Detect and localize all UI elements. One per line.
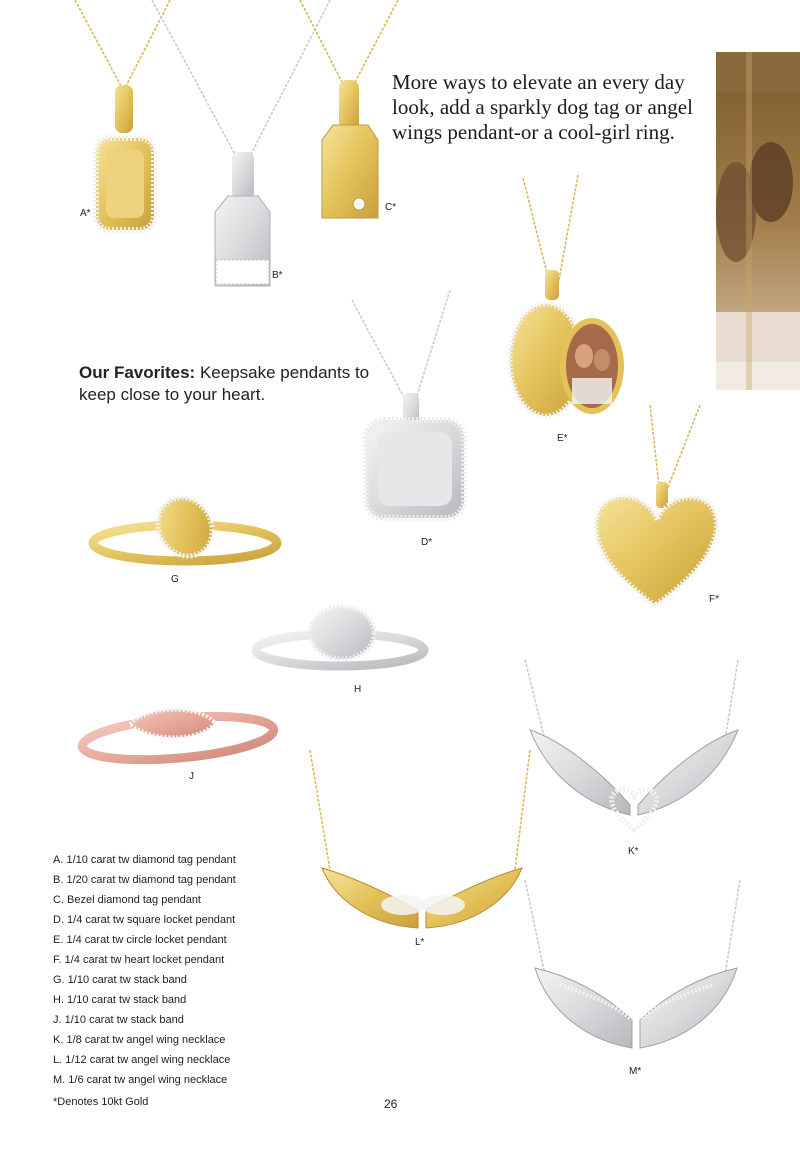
legend-item: F. 1/4 carat tw heart locket pendant xyxy=(53,954,225,966)
legend-item: A. 1/10 carat tw diamond tag pendant xyxy=(53,854,236,866)
gold-footnote: *Denotes 10kt Gold xyxy=(53,1096,149,1108)
pendant-f xyxy=(596,405,716,605)
label-m: M* xyxy=(629,1066,642,1077)
pendant-b xyxy=(152,0,330,286)
ring-h xyxy=(256,607,424,666)
label-f: F* xyxy=(709,594,719,605)
legend-item: M. 1/6 carat tw angel wing necklace xyxy=(53,1074,228,1086)
legend-item: H. 1/10 carat tw stack band xyxy=(53,994,187,1006)
legend-item: K. 1/8 carat tw angel wing necklace xyxy=(53,1034,226,1046)
legend-item: G. 1/10 carat tw stack band xyxy=(53,974,187,986)
favorites-text: Keepsake pendants to keep close to your heart. xyxy=(79,363,370,404)
legend-item: C. Bezel diamond tag pendant xyxy=(53,894,201,906)
ring-j xyxy=(81,710,276,767)
favorites-heading: Our Favorites: xyxy=(79,363,196,382)
intro-paragraph: More ways to elevate an every day look, add a sparkly dog tag or angel wings pendant-or a cool-girl ring. xyxy=(392,70,693,144)
label-h: H xyxy=(354,684,362,695)
pendant-c xyxy=(300,0,398,218)
label-c: C* xyxy=(385,202,397,213)
necklace-k xyxy=(525,660,738,830)
necklace-m xyxy=(525,880,740,1048)
label-a: A* xyxy=(80,208,91,219)
legend-item: J. 1/10 carat tw stack band xyxy=(53,1014,184,1026)
necklace-l xyxy=(310,750,530,928)
legend-item: D. 1/4 carat tw square locket pendant xyxy=(53,914,236,926)
label-j: J xyxy=(189,771,194,782)
label-g: G xyxy=(171,574,179,585)
legend-item: B. 1/20 carat tw diamond tag pendant xyxy=(53,874,236,886)
pendant-a xyxy=(75,0,170,230)
page-number: 26 xyxy=(384,1097,398,1111)
legend-item: E. 1/4 carat tw circle locket pendant xyxy=(53,934,227,946)
legend-item: L. 1/12 carat tw angel wing necklace xyxy=(53,1054,231,1066)
ring-g xyxy=(93,488,277,566)
pendant-e xyxy=(510,175,624,416)
item-legend xyxy=(53,850,343,1090)
label-d: D* xyxy=(421,537,433,548)
label-b: B* xyxy=(272,270,283,281)
label-l: L* xyxy=(415,937,425,948)
label-k: K* xyxy=(628,846,639,857)
pendant-d xyxy=(352,290,464,518)
label-e: E* xyxy=(557,433,568,444)
